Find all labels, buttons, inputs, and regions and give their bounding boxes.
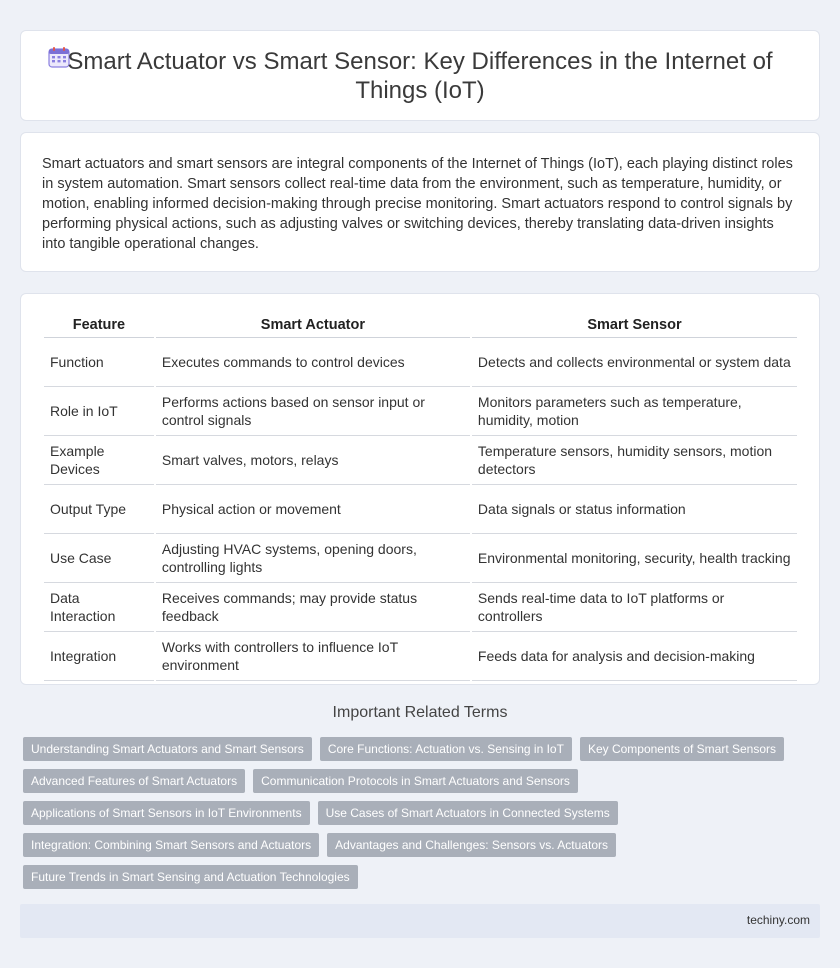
cell-smart-actuator: Adjusting HVAC systems, opening doors, controlling lights <box>156 534 470 583</box>
table-row <box>44 583 797 632</box>
cell-smart-actuator: Works with controllers to influence IoT environment <box>156 632 470 681</box>
column-header-feature: Feature <box>44 314 154 338</box>
cell-feature: Data Interaction <box>44 583 154 632</box>
column-header-smart-sensor: Smart Sensor <box>472 314 797 338</box>
cell-feature: Example Devices <box>44 436 154 485</box>
cell-feature: Function <box>44 338 154 387</box>
cell-smart-actuator: Receives commands; may provide status feedback <box>156 583 470 632</box>
cell-smart-sensor: Sends real-time data to IoT platforms or controllers <box>472 583 797 632</box>
cell-smart-actuator: Performs actions based on sensor input or control signals <box>156 387 470 436</box>
intro-card <box>20 132 820 272</box>
cell-smart-actuator: Executes commands to control devices <box>156 338 470 387</box>
footer-brand: techiny.com <box>746 913 810 927</box>
cell-smart-actuator: Physical action or movement <box>156 485 470 534</box>
cell-smart-sensor: Detects and collects environmental or system data <box>472 338 797 387</box>
table-row <box>44 436 797 485</box>
related-term-tag[interactable]: Advanced Features of Smart Actuators <box>23 769 245 793</box>
table-header-row <box>44 314 797 338</box>
cell-smart-sensor: Monitors parameters such as temperature, humidity, motion <box>472 387 797 436</box>
table-row <box>44 485 797 534</box>
related-term-tag[interactable]: Integration: Combining Smart Sensors and Actuators <box>23 833 319 857</box>
cell-feature: Integration <box>44 632 154 681</box>
comparison-card <box>20 293 820 685</box>
related-term-tag[interactable]: Advantages and Challenges: Sensors vs. Actuators <box>327 833 616 857</box>
related-term-tag[interactable]: Future Trends in Smart Sensing and Actuation Technologies <box>23 865 358 889</box>
related-term-tag[interactable]: Use Cases of Smart Actuators in Connected Systems <box>318 801 618 825</box>
cell-smart-sensor: Feeds data for analysis and decision-making <box>472 632 797 681</box>
header-card <box>20 30 820 121</box>
cell-smart-sensor: Data signals or status information <box>472 485 797 534</box>
column-header-smart-actuator: Smart Actuator <box>156 314 470 338</box>
related-term-tag[interactable]: Understanding Smart Actuators and Smart Sensors <box>23 737 312 761</box>
cell-smart-sensor: Temperature sensors, humidity sensors, motion detectors <box>472 436 797 485</box>
cell-feature: Output Type <box>44 485 154 534</box>
related-term-tag[interactable]: Applications of Smart Sensors in IoT Environments <box>23 801 310 825</box>
related-terms-list <box>23 737 813 889</box>
table-row <box>44 632 797 681</box>
table-row <box>44 534 797 583</box>
intro-paragraph: Smart actuators and smart sensors are integral components of the Internet of Things (IoT), each playing distinct roles in system automation. Smart sensors collect real-time data from the environment, such as temperature, humidity, or motion, enabling informed decision-making through precise monitoring. Smart actuators respond to control signals by performing physical actions, such as adjusting valves or switching devices, thereby translating data-driven insights into tangible operational changes. <box>42 156 793 252</box>
related-term-tag[interactable]: Key Components of Smart Sensors <box>580 737 784 761</box>
cell-feature: Use Case <box>44 534 154 583</box>
footer <box>20 904 820 938</box>
related-term-tag[interactable]: Communication Protocols in Smart Actuators and Sensors <box>253 769 578 793</box>
related-term-tag[interactable]: Core Functions: Actuation vs. Sensing in IoT <box>320 737 572 761</box>
table-row <box>44 387 797 436</box>
cell-smart-actuator: Smart valves, motors, relays <box>156 436 470 485</box>
cell-smart-sensor: Environmental monitoring, security, health tracking <box>472 534 797 583</box>
comparison-table <box>42 314 799 681</box>
table-row <box>44 338 797 387</box>
page-title: Smart Actuator vs Smart Sensor: Key Differences in the Internet of Things (IoT) <box>67 47 773 104</box>
related-terms-heading: Important Related Terms <box>332 704 508 721</box>
cell-feature: Role in IoT <box>44 387 154 436</box>
